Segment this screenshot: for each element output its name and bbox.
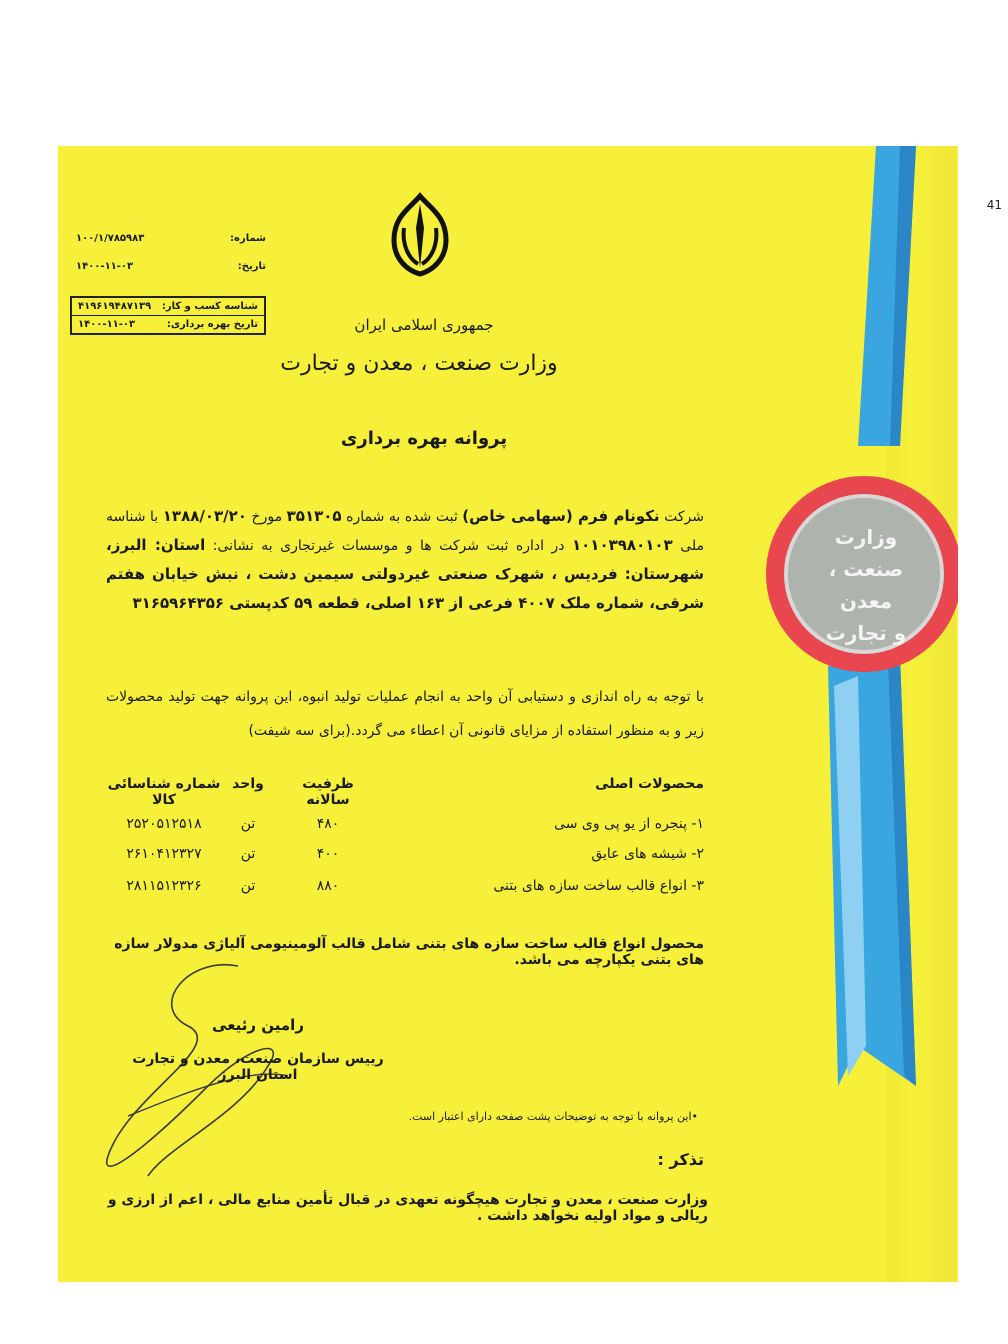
product-id: ۲۶۱۰۴۱۲۳۲۷ [126,846,202,862]
product-capacity: ۴۸۰ [316,816,340,832]
number-label: شماره: [230,232,266,244]
p1-text-e: در اداره ثبت شرکت ها و موسسات غیرتجاری به نشانی: [205,538,572,554]
seal-line-3: و تجارت [825,621,907,645]
product-unit: تن [240,878,256,894]
signer-name: رامین رئیعی [212,1016,304,1034]
product-capacity: ۴۰۰ [316,846,340,862]
license-paragraph: با توجه به راه اندازی و دستیابی آن واحد به انجام عملیات تولید انبوه، این پروانه جهت تولید محصولات زیر و به منظور استفاده از مزایای قانونی آن اعطاء می گردد.(برای سه شیفت) [106,689,704,739]
header-meta [76,224,266,280]
footer-disclaimer: وزارت صنعت ، معدن و تجارت هیچگونه تعهدی در قبال تأمین منابع مالی ، اعم از ارزی و ریالی و مواد اولیه نخواهد داشت . [107,1192,708,1224]
product-name: ۲- شیشه های عایق [591,846,704,862]
p1-text-a: شرکت [659,509,704,525]
document-title: پروانه بهره برداری [340,428,508,449]
page-number: 41 [986,198,1002,212]
registration-number: ۳۵۱۳۰۵ [286,507,342,525]
product-unit: تن [240,846,256,862]
date-row [76,252,266,280]
national-id: ۱۰۱۰۳۹۸۰۱۰۳ [571,536,673,554]
header-unit: واحد [232,776,264,792]
p1-text-b: ثبت شده به شماره [341,509,463,525]
company-address: استان: البرز، شهرستان: فردیس ، شهرک صنعتی غیردولتی سیمین دشت ، نبش خیابان هفتم شرقی، شماره ملک ۴۰۰۷ فرعی از ۱۶۳ اصلی، قطعه ۵۹ کدپستی ۳۱۶۵۹۶۴۳۵۶ [106,536,704,612]
business-id-box [70,296,266,335]
product-id: ۲۵۲۰۵۱۲۵۱۸ [126,816,202,832]
product-id: ۲۸۱۱۵۱۲۳۲۶ [126,878,202,894]
company-paragraph [106,502,704,618]
product-unit: تن [240,816,256,832]
business-id-row [72,298,264,316]
registration-date: ۱۳۸۸/۰۳/۲۰ [162,507,247,525]
ministry-label: وزارت صنعت ، معدن و تجارت [280,351,558,376]
number-row [76,224,266,252]
iran-emblem-icon [380,188,460,288]
product-name: ۳- انواع قالب ساخت سازه های بتنی [493,878,704,894]
validity-note: •این پروانه با توجه به توضیحات پشت صفحه دارای اعتبار است. [408,1110,698,1123]
date-label: تاریخ: [237,260,266,272]
p1-text-c: مورخ [246,509,287,525]
seal-line-2: صنعت ، معدن [828,557,904,613]
operation-date-row [72,316,264,333]
product-capacity: ۸۸۰ [316,878,340,894]
certificate [58,146,958,1282]
product-note: محصول انواع قالب ساخت سازه های بتنی شامل قالب آلومینیومی آلیاژی مدولار سازه های بتنی یکپارچه می باشد. [114,936,704,968]
business-id-value: ۴۱۹۶۱۹۴۸۷۱۳۹ [78,301,152,312]
product-name: ۱- پنجره از یو پی وی سی [554,816,704,832]
header-products: محصولات اصلی [595,776,704,792]
p1-text-d: با شناسه ملی [106,509,705,554]
date-value: ۱۴۰۰-۱۱-۰۳ [76,260,134,272]
business-id-label: شناسه کسب و کار: [161,301,258,312]
seal-line-1: وزارت [834,525,898,549]
number-value: ۱۰۰/۱/۷۸۵۹۸۳ [76,232,145,244]
republic-label: جمهوری اسلامی ایران [354,316,494,334]
signer-title: رییس سازمان صنعت، معدن و تجارت استان البرز [132,1051,384,1083]
operation-date-value: ۱۴۰۰-۱۱-۰۳ [78,319,136,330]
company-name: نکونام فرم (سهامی خاص) [462,507,660,525]
header-product-id: شماره شناسائی کالا [107,776,221,808]
seal-text [806,521,926,649]
header-capacity: ظرفیت سالانه [302,776,354,808]
reminder-label: تذکر : [657,1150,704,1169]
operation-date-label: تاریخ بهره برداری: [166,319,258,330]
